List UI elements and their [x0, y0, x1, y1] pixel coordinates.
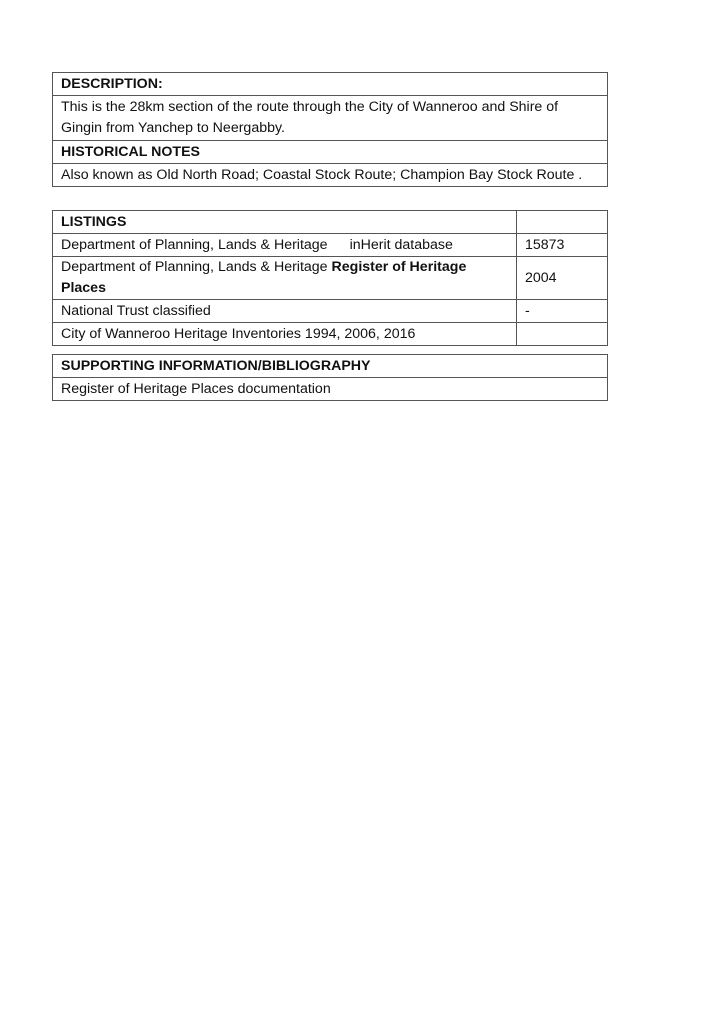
- listing-label: Department of Planning, Lands & Heritage Register of Heritage Places: [53, 257, 517, 300]
- listings-heading: LISTINGS: [53, 211, 517, 234]
- listing-value: -: [517, 300, 608, 323]
- listing-label: National Trust classified: [53, 300, 517, 323]
- historical-notes-heading: HISTORICAL NOTES: [53, 141, 608, 164]
- table-row: [53, 300, 608, 323]
- listings-heading-value: [517, 211, 608, 234]
- supporting-info-table: [52, 354, 608, 401]
- supporting-heading: SUPPORTING INFORMATION/BIBLIOGRAPHY: [53, 355, 608, 378]
- listing-value: 2004: [517, 257, 608, 300]
- listing-label: City of Wanneroo Heritage Inventories 1994, 2006, 2016: [53, 323, 517, 346]
- listing-label: Department of Planning, Lands & Heritage inHerit database: [53, 234, 517, 257]
- table-row: [53, 323, 608, 346]
- listings-table: [52, 210, 608, 346]
- listing-value: [517, 323, 608, 346]
- table-row: [53, 257, 608, 300]
- description-text: This is the 28km section of the route through the City of Wanneroo and Shire of Gingin from Yanchep to Neergabby.: [53, 96, 608, 141]
- historical-notes-text: Also known as Old North Road; Coastal Stock Route; Champion Bay Stock Route .: [53, 164, 608, 187]
- table-row: [53, 234, 608, 257]
- listing-value: 15873: [517, 234, 608, 257]
- description-table: [52, 72, 608, 187]
- supporting-text: Register of Heritage Places documentation: [53, 378, 608, 401]
- description-heading: DESCRIPTION:: [53, 73, 608, 96]
